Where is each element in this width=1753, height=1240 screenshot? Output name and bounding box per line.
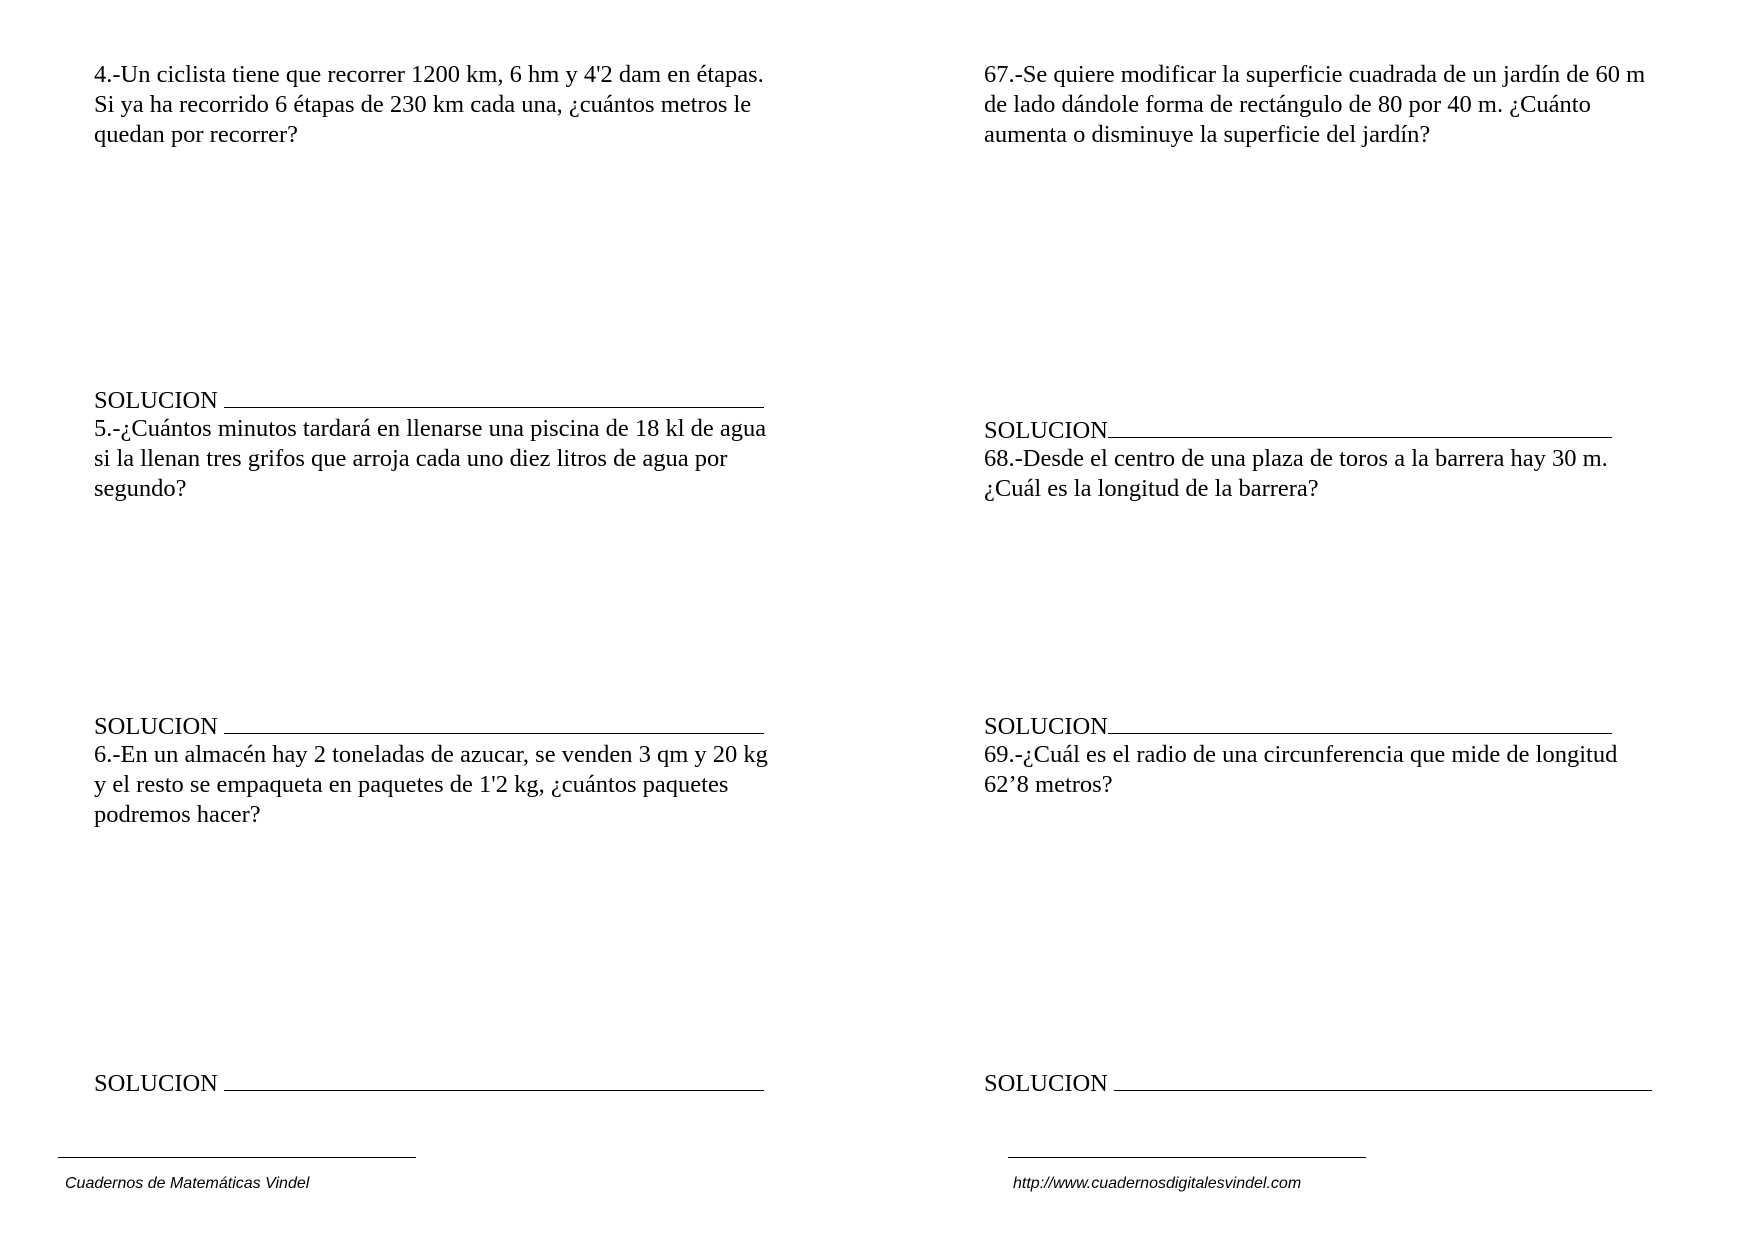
solution-6: [94, 1068, 764, 1099]
solution-67-answer-line[interactable]: [1108, 415, 1612, 438]
problem-6-line-3: podremos hacer?: [94, 801, 261, 828]
solution-4-label: SOLUCION: [94, 387, 218, 414]
solution-6-label: SOLUCION: [94, 1070, 218, 1097]
problem-4-line-1: 4.-Un ciclista tiene que recorrer 1200 km, 6 hm y 4'2 dam en étapas.: [94, 61, 764, 88]
problem-5: [94, 414, 814, 504]
problem-68-line-2: ¿Cuál es la longitud de la barrera?: [984, 475, 1319, 502]
solution-69-label: SOLUCION: [984, 1070, 1108, 1097]
problem-4-line-3: quedan por recorrer?: [94, 121, 299, 148]
problem-6-line-1: 6.-En un almacén hay 2 toneladas de azucar, se venden 3 qm y 20 kg: [94, 741, 768, 768]
problem-67-line-2: de lado dándole forma de rectángulo de 80 por 40 m. ¿Cuánto: [984, 91, 1591, 118]
problem-4: [94, 60, 814, 150]
problem-68-line-1: 68.-Desde el centro de una plaza de toros a la barrera hay 30 m.: [984, 445, 1608, 472]
footer-right-rule: [1008, 1157, 1366, 1158]
problem-68: [984, 444, 1714, 504]
problem-6-line-2: y el resto se empaqueta en paquetes de 1'2 kg, ¿cuántos paquetes: [94, 771, 729, 798]
solution-6-answer-line[interactable]: [224, 1068, 764, 1091]
problem-5-line-2: si la llenan tres grifos que arroja cada uno diez litros de agua por: [94, 445, 728, 472]
footer-left-text: Cuadernos de Matemáticas Vindel: [65, 1175, 310, 1192]
solution-5-answer-line[interactable]: [224, 711, 764, 734]
problem-67-line-1: 67.-Se quiere modificar la superficie cuadrada de un jardín de 60 m: [984, 61, 1646, 88]
solution-5: [94, 711, 764, 742]
problem-5-line-3: segundo?: [94, 475, 187, 502]
solution-4: [94, 385, 764, 416]
problem-4-line-2: Si ya ha recorrido 6 étapas de 230 km cada una, ¿cuántos metros le: [94, 91, 752, 118]
problem-67: [984, 60, 1714, 150]
solution-68-label: SOLUCION: [984, 713, 1108, 740]
problem-5-line-1: 5.-¿Cuántos minutos tardará en llenarse una piscina de 18 kl de agua: [94, 415, 767, 442]
solution-69-answer-line[interactable]: [1114, 1068, 1652, 1091]
solution-69: [984, 1068, 1652, 1099]
footer-left-rule: [58, 1157, 416, 1158]
problem-69: [984, 740, 1714, 800]
solution-67: [984, 415, 1612, 446]
solution-5-label: SOLUCION: [94, 713, 218, 740]
footer-right-link[interactable]: http://www.cuadernosdigitalesvindel.com: [1013, 1175, 1302, 1192]
solution-68: [984, 711, 1612, 742]
problem-69-line-2: 62’8 metros?: [984, 771, 1113, 798]
solution-68-answer-line[interactable]: [1108, 711, 1612, 734]
problem-69-line-1: 69.-¿Cuál es el radio de una circunferencia que mide de longitud: [984, 741, 1618, 768]
problem-67-line-3: aumenta o disminuye la superficie del jardín?: [984, 121, 1431, 148]
problem-6: [94, 740, 814, 830]
solution-4-answer-line[interactable]: [224, 385, 764, 408]
solution-67-label: SOLUCION: [984, 417, 1108, 444]
